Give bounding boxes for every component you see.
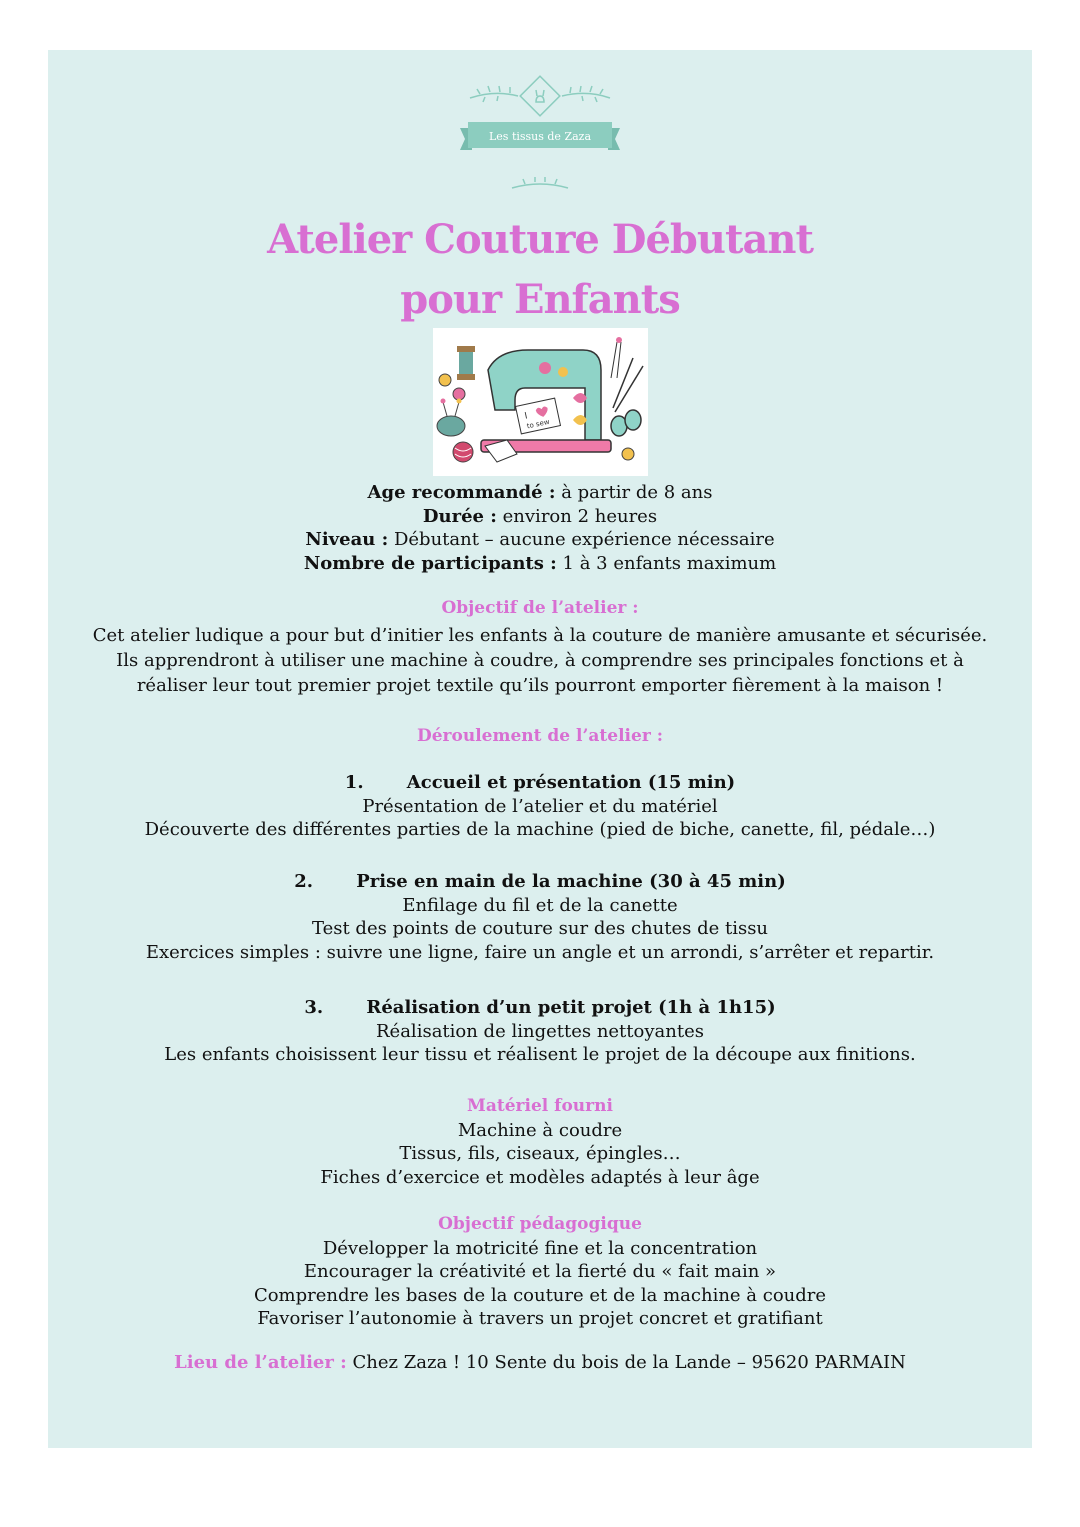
info-block (48, 481, 1032, 575)
thread-spool-icon (457, 346, 475, 380)
flyer-panel (48, 50, 1032, 1448)
pedagogique-line: Comprendre les bases de la couture et de la machine à coudre (253, 1284, 827, 1306)
pedagogique-line: Encourager la créativité et la fierté du « fait main » (303, 1261, 777, 1282)
step-1 (48, 771, 1032, 842)
pedagogique-line: Favoriser l’autonomie à travers un projet concret et gratifiant (257, 1308, 823, 1329)
logo-text: Les tissus de Zaza (488, 130, 592, 143)
step-2 (48, 870, 1032, 964)
pedagogique-section (48, 1213, 1032, 1331)
sewing-machine-illustration (433, 328, 648, 476)
step-title: 3. Réalisation d’un petit projet (1h à 1h15) (304, 997, 776, 1018)
objectif-body (48, 623, 1032, 698)
step-line: Les enfants choisissent leur tissu et réalisent le projet de la découpe aux finitions. (164, 1044, 916, 1065)
lieu-address: Chez Zaza ! 10 Sente du bois de la Lande – 95620 PARMAIN (346, 1352, 906, 1373)
deroulement-heading: Déroulement de l’atelier : (417, 726, 663, 746)
scissors-icon (611, 358, 643, 436)
objectif-line: Ils apprendront à utiliser une machine à coudre, à comprendre ses principales fonctions et à (116, 650, 964, 671)
step-line: Exercices simples : suivre une ligne, faire un angle et un arrondi, s’arrêter et repartir. (145, 941, 935, 963)
info-duree: Durée : environ 2 heures (422, 505, 658, 527)
step-title: 2. Prise en main de la machine (30 à 45 min) (294, 871, 786, 892)
brand-logo (48, 68, 1032, 208)
step-line: Découverte des différentes parties de la machine (pied de biche, canette, fil, pédale…) (144, 819, 936, 840)
step-line: Réalisation de lingettes nettoyantes (376, 1020, 704, 1042)
pedagogique-line: Développer la motricité fine et la concentration (322, 1237, 758, 1259)
title-line-1: Atelier Couture Débutant (267, 216, 813, 263)
illus-text-1: I (523, 411, 529, 422)
materiel-line: Machine à coudre (457, 1119, 623, 1141)
step-3 (48, 996, 1032, 1067)
illus-text-2: to sew (526, 417, 551, 431)
objectif-line: réaliser leur tout premier projet textile qu’ils pourront emporter fièrement à la maison ! (136, 675, 944, 696)
pedagogique-heading: Objectif pédagogique (438, 1214, 642, 1234)
lieu-line (48, 1351, 1032, 1375)
info-age: Age recommandé : à partir de 8 ans (367, 482, 713, 503)
materiel-line: Tissus, fils, ciseaux, épingles… (399, 1143, 681, 1164)
step-line: Test des points de couture sur des chutes de tissu (311, 918, 769, 939)
materiel-line: Fiches d’exercice et modèles adaptés à leur âge (320, 1166, 760, 1188)
info-niveau: Niveau : Débutant – aucune expérience nécessaire (305, 529, 775, 550)
lieu-label: Lieu de l’atelier : (174, 1352, 347, 1373)
info-participants: Nombre de participants : 1 à 3 enfants maximum (303, 552, 777, 574)
materiel-section (48, 1095, 1032, 1189)
title-line-2: pour Enfants (400, 276, 680, 323)
materiel-heading: Matériel fourni (467, 1096, 613, 1116)
step-line: Enfilage du fil et de la canette (402, 894, 678, 916)
step-line: Présentation de l’atelier et du matériel (362, 795, 718, 817)
objectif-heading: Objectif de l’atelier : (441, 598, 639, 618)
page-title (48, 210, 1032, 330)
objectif-line: Cet atelier ludique a pour but d’initier les enfants à la couture de manière amusante et sécurisée. (92, 625, 988, 646)
step-title: 1. Accueil et présentation (15 min) (344, 772, 736, 793)
